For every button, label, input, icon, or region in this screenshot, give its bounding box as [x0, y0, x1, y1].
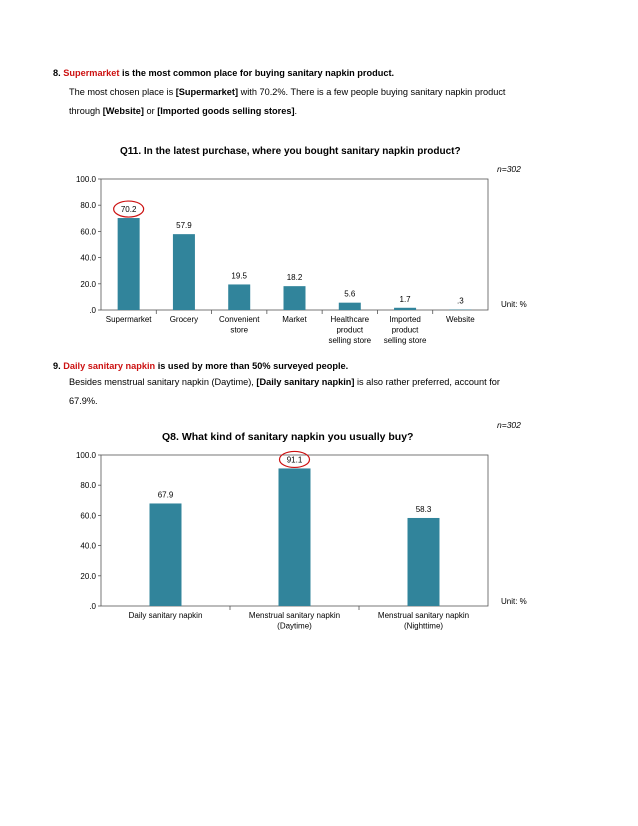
category-label: (Daytime)	[277, 621, 312, 631]
section-9-line-2: 67.9%.	[69, 396, 98, 406]
section-9-line-1-text: Besides menstrual sanitary napkin (Daytime),	[69, 377, 257, 387]
section-8-highlight: Supermarket	[63, 68, 120, 78]
section-9-line-1-bold: [Daily sanitary napkin]	[256, 377, 355, 387]
section-8-heading-rest: is the most common place for buying sanitary napkin product.	[119, 68, 395, 78]
value-label: 91.1	[286, 455, 303, 465]
category-label: Menstrual sanitary napkin	[377, 611, 470, 620]
value-label: 1.7	[399, 294, 411, 304]
category-label: Menstrual sanitary napkin	[248, 611, 341, 620]
category-label: Website	[445, 315, 475, 324]
value-label: 18.2	[286, 273, 303, 283]
y-tick-label: 80.0	[80, 201, 96, 211]
value-label: 5.6	[344, 289, 356, 299]
section-9-highlight: Daily sanitary napkin	[63, 361, 156, 371]
chart-1-title: Q11. In the latest purchase, where you bought sanitary napkin product?	[120, 146, 461, 157]
y-tick-label: 20.0	[80, 571, 96, 581]
value-label: 19.5	[231, 271, 248, 281]
chart-2-unit-note: Unit: %	[501, 597, 527, 606]
category-label: Daily sanitary napkin	[128, 611, 203, 620]
category-label: Healthcare	[330, 315, 370, 324]
value-label: 58.3	[415, 504, 432, 514]
value-label: 57.9	[176, 221, 192, 231]
category-label: Convenient	[218, 315, 260, 324]
bar	[150, 503, 182, 606]
bar	[408, 518, 440, 606]
section-8-line-2-bold-2: [Imported goods selling stores]	[157, 106, 295, 116]
value-label: .3	[457, 296, 464, 306]
category-label: selling store	[383, 336, 427, 345]
chart-1-unit-note: Unit: %	[501, 300, 527, 309]
section-9-heading-rest: is used by more than 50% surveyed people.	[155, 361, 349, 371]
category-label: store	[230, 325, 249, 335]
section-8-line-1-bold: [Supermarket]	[175, 87, 239, 97]
chart-2-sample-note: n=302	[497, 420, 521, 430]
section-8-line-2-end: .	[294, 106, 298, 116]
chart-1-sample-note: n=302	[497, 164, 521, 174]
value-label: 70.2	[120, 205, 137, 215]
section-8-line-2-bold-1: [Website]	[102, 106, 144, 116]
category-label: (Nighttime)	[403, 621, 444, 631]
category-label: Grocery	[169, 315, 199, 324]
y-tick-label: 60.0	[80, 511, 96, 521]
y-tick-label: 80.0	[80, 481, 96, 491]
section-8-line-1-rest: with 70.2%. There is a few people buying sanitary napkin product	[238, 87, 506, 97]
chart-2-title: Q8. What kind of sanitary napkin you usually buy?	[162, 431, 414, 443]
y-tick-label: 40.0	[80, 253, 96, 263]
section-8-line-2-mid: or	[143, 106, 158, 116]
category-label: Market	[282, 315, 307, 324]
category-label: product	[391, 325, 419, 335]
category-label: Supermarket	[105, 315, 152, 324]
y-tick-label: 100.0	[75, 175, 96, 184]
value-label: 67.9	[157, 490, 174, 500]
section-8-line-1-text: The most chosen place is	[69, 87, 176, 97]
section-8-line-2-text: through	[69, 106, 103, 116]
section-8-number: 8.	[53, 68, 61, 78]
category-label: selling store	[328, 336, 372, 345]
y-tick-label: 20.0	[80, 279, 96, 289]
bar	[279, 468, 311, 606]
y-tick-label: 100.0	[75, 451, 96, 460]
y-tick-label: 40.0	[80, 541, 96, 551]
y-tick-label: .0	[89, 306, 96, 315]
section-9-line-1-rest: is also rather preferred, account for	[354, 377, 500, 387]
y-tick-label: .0	[89, 602, 96, 611]
section-9-number: 9.	[53, 361, 61, 371]
category-label: product	[336, 325, 364, 335]
y-tick-label: 60.0	[80, 227, 96, 237]
category-label: Imported	[389, 315, 421, 324]
